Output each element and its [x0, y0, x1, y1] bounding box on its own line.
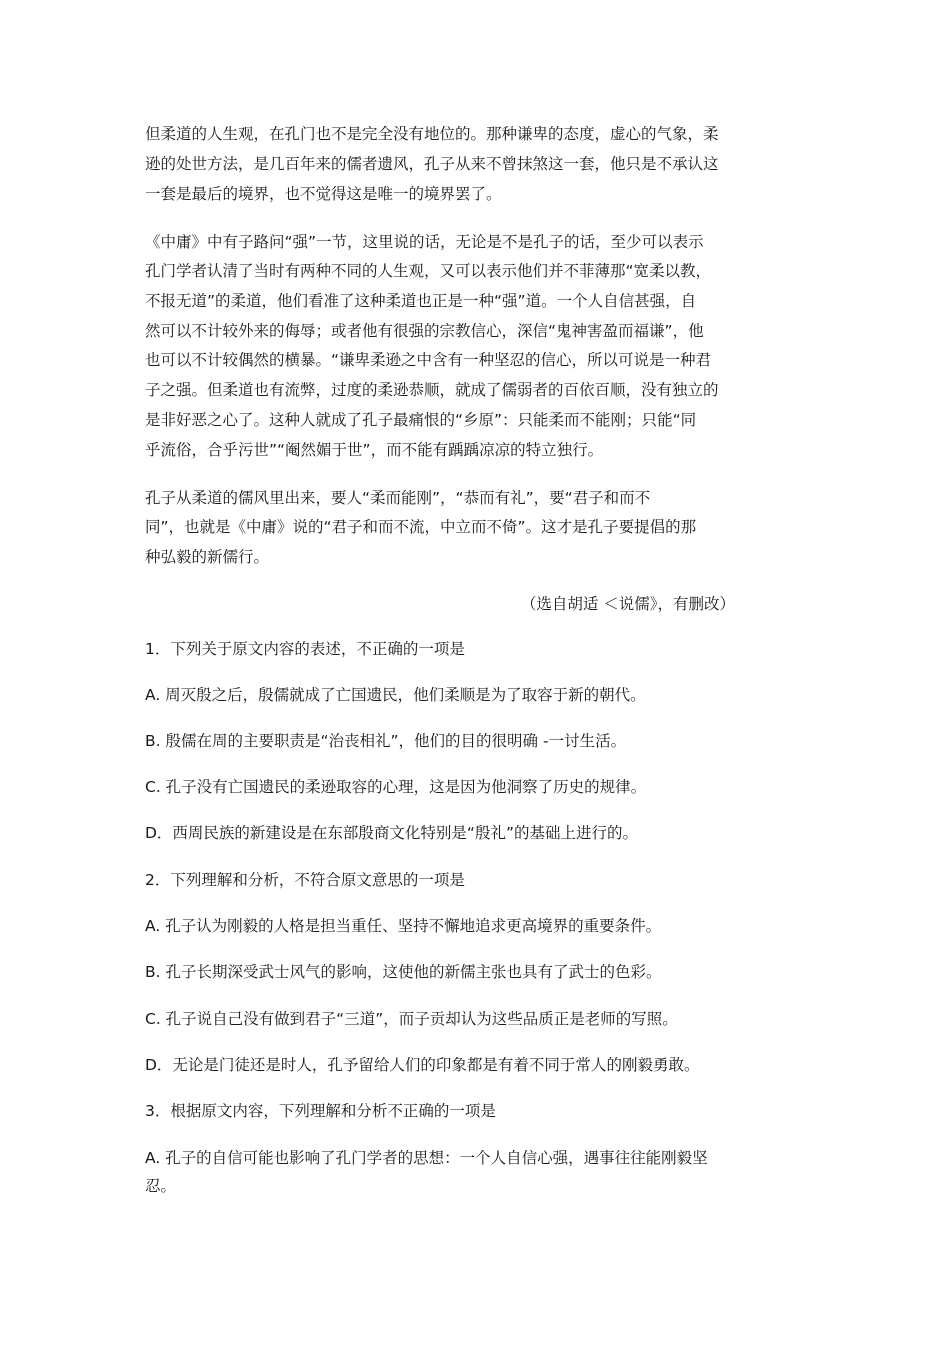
answer-option-continuation: 忍。: [145, 1177, 177, 1195]
paragraph-line: 种弘毅的新儒行。: [145, 548, 270, 566]
question-stem: 2．下列理解和分析，不符合原文意思的一项是: [145, 871, 465, 889]
answer-option: B. 孔子长期深受武士风气的影响，这使他的新儒主张也具有了武士的色彩。: [145, 963, 662, 981]
paragraph-line: [145, 118, 731, 150]
paragraph-line: 孔门学者认清了当时有两种不同的人生观，又可以表示他们并不菲薄那“宽柔以教，: [145, 262, 712, 280]
question-stem: 1．下列关于原文内容的表述，不正确的一项是: [145, 640, 465, 658]
answer-option: A. 孔子的自信可能也影响了孔门学者的思想：一个人自信心强，遇事往往能刚毅坚: [145, 1149, 708, 1167]
paragraph-line: 是非好恶之心了。这种人就成了孔子最痛恨的“乡原”：只能柔而不能刚；只能“同: [145, 411, 697, 429]
text-run: 但柔道的人生观，在孔门也不是完全没有地位的。那种谦卑的态度，虚心的气象，柔: [145, 125, 719, 143]
paragraph-line: 然可以不计较外来的侮辱；或者他有很强的宗教信心，深信“鬼神害盈而福谦”，他: [145, 322, 704, 340]
paragraph-line: 《中庸》中有子路问“强”一节，这里说的话，无论是不是孔子的话，至少可以表示: [145, 233, 704, 251]
paragraph-line: 一套是最后的境界，也不觉得这是唯一的境界罢了。: [145, 185, 502, 203]
paragraph-line: 不报无道”的柔道，他们看准了这种柔道也正是一种“强”道。一个人自信甚强，自: [145, 292, 697, 310]
paragraph-line: [145, 148, 731, 180]
answer-option: B. 殷儒在周的主要职责是“治丧相礼”，他们的目的很明确 -一讨生活。: [145, 732, 627, 750]
answer-option: C. 孔子说自己没有做到君子“三道”，而子贡却认为这些品质正是老师的写照。: [145, 1010, 678, 1028]
paragraph-line: 孔子从柔道的儒风里出来，要人“柔而能刚”，“恭而有礼”，要“君子和而不: [145, 489, 651, 507]
answer-option: A. 周灭殷之后，殷儒就成了亡国遗民，他们柔顺是为了取容于新的朝代。: [145, 686, 646, 704]
paragraph-line: 也可以不计较偶然的横暴。“谦卑柔逊之中含有一种坚忍的信心，所以可说是一种君: [145, 351, 712, 369]
paragraph-line: 乎流俗，合乎污世”“阉然媚于世”，而不能有踽踽凉凉的特立独行。: [145, 441, 604, 459]
source-citation: （选自胡适 ＜说儒》，有删改）: [520, 595, 735, 613]
paragraph-line: 子之强。但柔道也有流弊，过度的柔逊恭顺，就成了儒弱者的百依百顺，没有独立的: [145, 381, 719, 399]
text-run: 逊的处世方法，是几百年来的儒者遗风，孔子从来不曾抹煞这一套，他只是不承认这: [145, 155, 719, 173]
answer-option: C. 孔子没有亡国遗民的柔逊取容的心理，这是因为他洞察了历史的规律。: [145, 778, 647, 796]
answer-option: A. 孔子认为刚毅的人格是担当重任、坚持不懈地追求更高境界的重要条件。: [145, 917, 662, 935]
question-stem: 3．根据原文内容，下列理解和分析不正确的一项是: [145, 1102, 496, 1120]
answer-option: D．无论是门徒还是时人，孔予留给人们的印象都是有着不同于常人的刚毅勇敢。: [145, 1056, 700, 1074]
paragraph-line: 同”，也就是《中庸》说的“君子和而不流，中立而不倚”。这才是孔子要提倡的那: [145, 518, 697, 536]
answer-option: D．西周民族的新建设是在东部殷商文化特别是“殷礼”的基础上进行的。: [145, 824, 638, 842]
